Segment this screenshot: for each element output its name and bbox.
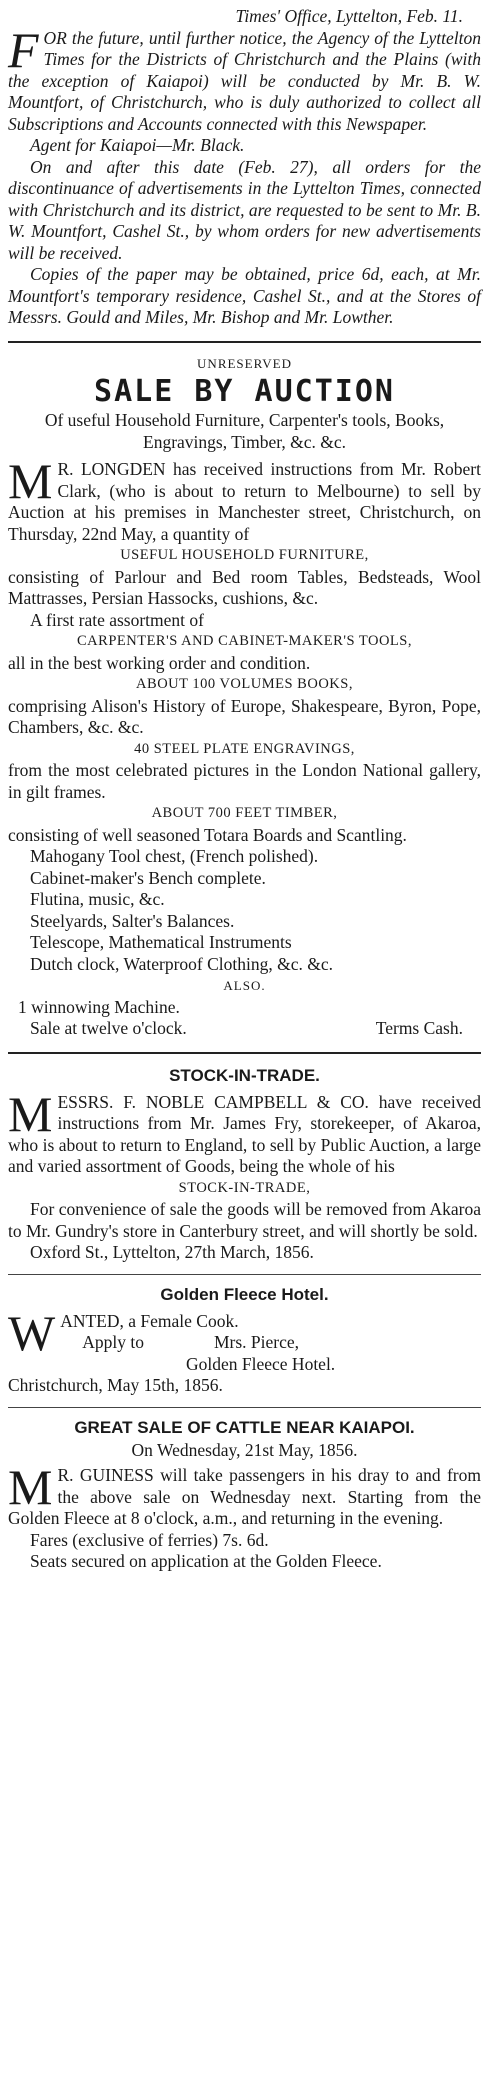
stock-subhead: STOCK-IN-TRADE,: [178, 1179, 311, 1196]
auction-item: Flutina, music, &c.: [30, 889, 165, 909]
cattle-ad: [8, 1416, 481, 1573]
auction-item: Cabinet-maker's Bench complete.: [30, 867, 266, 888]
hotel-dropcap: W: [8, 1304, 56, 1361]
stock-ad: [8, 1064, 481, 1264]
auction-item: Mahogany Tool chest, (French polished).: [30, 846, 319, 866]
auction-tools-lead: A first rate assortment of: [30, 609, 204, 630]
auction-ad: [8, 353, 481, 1040]
cattle-body: M R. GUINESS will take passengers in his dray to and from the above sale on Wednesday next. Starting from the Golden Fleece at 8 o'clock, a.m., and returning in the evening.: [8, 1459, 481, 1528]
hotel-ad: [8, 1283, 481, 1397]
stock-dropcap: M: [8, 1085, 53, 1142]
cattle-dropcap: M: [8, 1459, 53, 1515]
notice-agent: Agent for Kaiapoi—Mr. Black.: [30, 135, 245, 155]
notice-paragraph-3: Copies of the paper may be obtained, price 6d, each, at Mr. Mountfort's temporary residence, Cashel St., and at the Stores of Messrs. Gould and Miles, Mr. Bishop and Mr. Lowther.: [8, 264, 481, 327]
auction-head-timber: ABOUT 700 FEET TIMBER,: [151, 805, 338, 821]
cattle-heading: GREAT SALE OF CATTLE NEAR KAIAPOI.: [74, 1417, 415, 1437]
auction-kicker: UNRESERVED: [197, 355, 292, 371]
hotel-heading: Golden Fleece Hotel.: [160, 1284, 329, 1304]
hotel-apply-line: [8, 1332, 481, 1354]
hotel-name: Golden Fleece Hotel.: [186, 1353, 336, 1374]
auction-subtitle: Of useful Household Furniture, Carpenter's tools, Books, Engravings, Timber, &c. &c.: [44, 410, 445, 452]
auction-head-books: ABOUT 100 VOLUMES BOOKS,: [136, 676, 353, 692]
stock-heading: STOCK-IN-TRADE.: [169, 1065, 320, 1085]
auction-tools-text: all in the best working order and condition.: [8, 652, 311, 673]
stock-dateline: Oxford St., Lyttelton, 27th March, 1856.: [30, 1242, 314, 1262]
auction-furniture-text: consisting of Parlour and Bed room Tables, Bedsteads, Wool Mattrasses, Persian Hassocks, cushions, &c.: [8, 566, 481, 608]
auction-terms: Terms Cash.: [375, 1018, 463, 1038]
auction-timber-text: consisting of well seasoned Totara Boards and Scantling.: [8, 824, 407, 845]
auction-item: Telescope, Mathematical Instruments: [30, 932, 292, 952]
auction-head-tools: CARPENTER'S AND CABINET-MAKER'S TOOLS,: [77, 633, 412, 649]
auction-engravings-text: from the most celebrated pictures in the London National gallery, in gilt frames.: [8, 760, 481, 802]
auction-title: SALE BY AUCTION: [94, 374, 395, 409]
hotel-apply-label: Apply to: [82, 1332, 144, 1352]
auction-winnowing: 1 winnowing Machine.: [18, 996, 180, 1017]
divider: [8, 341, 481, 343]
auction-head-engravings: 40 STEEL PLATE ENGRAVINGS,: [134, 740, 355, 757]
auction-sale-time: Sale at twelve o'clock.: [30, 1018, 187, 1038]
hotel-apply-name: Mrs. Pierce,: [213, 1332, 300, 1352]
notice-paragraph-1: FOR the future, until further notice, the Agency of the Lyttelton Times for the Districts of Christchurch and the Plains (with the exception of Kaiapoi) will be conducted by Mr. B. W. Mountfort, of Christchurch, who is duly authorized to collect all Subscriptions and Accounts connected with this Newspaper.: [8, 21, 481, 134]
auction-intro: M R. LONGDEN has received instructions from Mr. Robert Clark, (who is about to return to Melbourne) to sell by Auction at his premises in Manchester street, Christchurch, on Thursday, 22nd May, a quantity of: [8, 453, 481, 544]
auction-head-furniture: USEFUL HOUSEHOLD FURNITURE,: [120, 547, 369, 563]
auction-terms-row: [8, 1018, 481, 1040]
auction-item: Steelyards, Salter's Balances.: [30, 910, 235, 931]
auction-dropcap: M: [8, 453, 53, 509]
cattle-fares: Fares (exclusive of ferries) 7s. 6d.: [30, 1529, 269, 1550]
auction-books-text: comprising Alison's History of Europe, Shakespeare, Byron, Pope, Chambers, &c. &c.: [8, 695, 481, 737]
notice-dateline: Times' Office, Lyttelton, Feb. 11.: [235, 6, 463, 26]
cattle-date: On Wednesday, 21st May, 1856.: [131, 1439, 358, 1460]
hotel-dateline: Christchurch, May 15th, 1856.: [8, 1375, 223, 1395]
stock-body-2: For convenience of sale the goods will be removed from Akaroa to Mr. Gundry's store in Canterbury street, and will shortly be sold.: [8, 1199, 481, 1241]
auction-item: Dutch clock, Waterproof Clothing, &c. &c.: [30, 953, 333, 974]
hotel-line-1: WANTED, a Female Cook.: [8, 1304, 239, 1361]
cattle-seats: Seats secured on application at the Golden Fleece.: [30, 1551, 382, 1571]
divider: [8, 1407, 481, 1408]
stock-body: MESSRS. F. NOBLE CAMPBELL & CO. have received instructions from Mr. James Fry, storekeeper, of Akaroa, who is about to return to England, to sell by Public Auction, a large and varied assortment of Goods, being the whole of his: [8, 1085, 481, 1176]
notice-paragraph-2: On and after this date (Feb. 27), all orders for the discontinuance of advertisements in the Lyttelton Times, connected with Christchurch and its district, are requested to be sent to Mr. B. W. Mountfort, Cashel St., by whom orders for new advertisements will be received.: [8, 156, 481, 263]
agency-notice: [8, 6, 481, 329]
auction-also: ALSO.: [223, 978, 266, 993]
divider: [8, 1052, 481, 1054]
divider: [8, 1274, 481, 1275]
notice-dropcap: F: [8, 21, 39, 78]
